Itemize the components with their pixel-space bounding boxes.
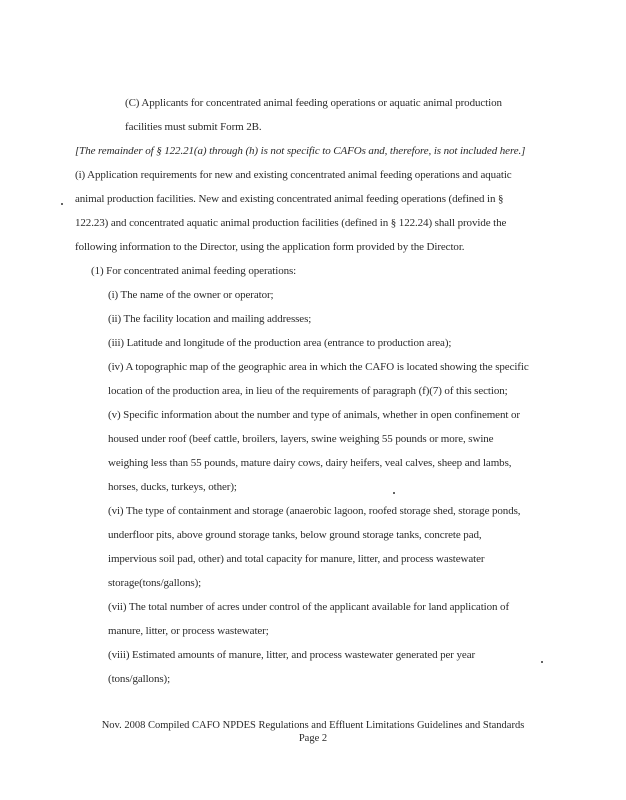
footer-page-number: Page 2 xyxy=(298,733,328,744)
scan-speck xyxy=(393,492,395,494)
scan-speck xyxy=(541,661,543,663)
list-item: (vii) The total number of acres under control of the applicant available for land application of xyxy=(108,601,510,613)
list-item-continuation: manure, litter, or process wastewater; xyxy=(108,625,269,637)
list-item-continuation: weighing less than 55 pounds, mature dairy cows, dairy heifers, veal calves, sheep and lambs, xyxy=(108,457,512,469)
text-line: (C) Applicants for concentrated animal feeding operations or aquatic animal production xyxy=(125,97,502,109)
list-item: (viii) Estimated amounts of manure, litter, and process wastewater generated per year xyxy=(108,649,476,661)
list-item-continuation: storage(tons/gallons); xyxy=(108,577,202,589)
list-item-continuation: horses, ducks, turkeys, other); xyxy=(108,481,237,493)
list-item: (ii) The facility location and mailing addresses; xyxy=(108,313,312,325)
scan-speck xyxy=(61,203,63,205)
list-heading: (1) For concentrated animal feeding operations: xyxy=(91,265,297,277)
editor-note: [The remainder of § 122.21(a) through (h) is not specific to CAFOs and, therefore, is not included here.] xyxy=(75,145,526,157)
text-line: 122.23) and concentrated aquatic animal production facilities (defined in § 122.24) shall provide the xyxy=(75,217,507,229)
list-item-continuation: location of the production area, in lieu of the requirements of paragraph (f)(7) of this section; xyxy=(108,385,508,397)
list-item: (iii) Latitude and longitude of the production area (entrance to production area); xyxy=(108,337,452,349)
list-item-continuation: impervious soil pad, other) and total capacity for manure, litter, and process wastewater xyxy=(108,553,485,565)
text-line: (i) Application requirements for new and existing concentrated animal feeding operations and aquatic xyxy=(75,169,512,181)
list-item-continuation: (tons/gallons); xyxy=(108,673,171,685)
list-item: (vi) The type of containment and storage (anaerobic lagoon, roofed storage shed, storage ponds, xyxy=(108,505,521,517)
text-line: following information to the Director, using the application form provided by the Director. xyxy=(75,241,465,253)
list-item-continuation: underfloor pits, above ground storage tanks, below ground storage tanks, concrete pad, xyxy=(108,529,482,541)
list-item: (v) Specific information about the number and type of animals, whether in open confinement or xyxy=(108,409,520,421)
footer-title: Nov. 2008 Compiled CAFO NPDES Regulations and Effluent Limitations Guidelines and Standards xyxy=(101,720,525,731)
list-item: (i) The name of the owner or operator; xyxy=(108,289,274,301)
text-line: animal production facilities. New and existing concentrated animal feeding operations (defined in § xyxy=(75,193,504,205)
list-item-continuation: housed under roof (beef cattle, broilers, layers, swine weighing 55 pounds or more, swine xyxy=(108,433,494,445)
text-line: facilities must submit Form 2B. xyxy=(125,121,262,133)
list-item: (iv) A topographic map of the geographic area in which the CAFO is located showing the specific xyxy=(108,361,529,373)
